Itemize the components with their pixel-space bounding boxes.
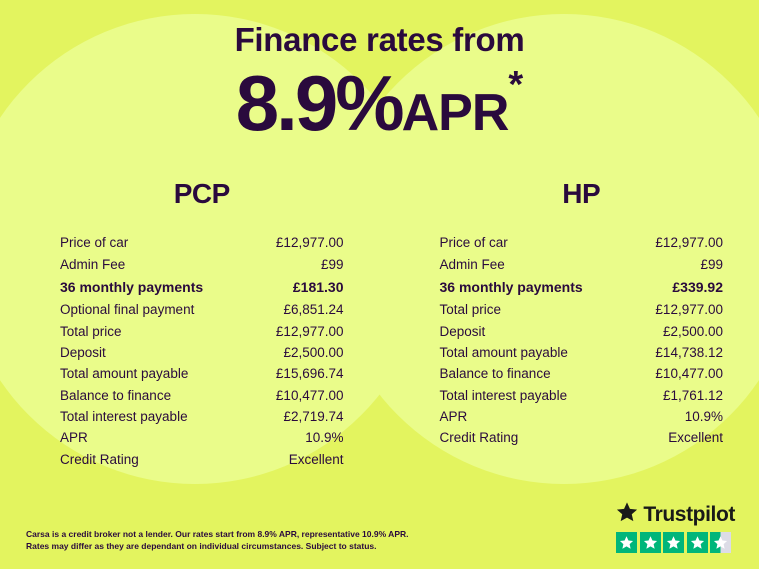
- rating-star-half-icon: [710, 532, 731, 553]
- rate-asterisk: *: [508, 64, 524, 107]
- row-value: £2,719.74: [283, 409, 344, 425]
- table-row: [60, 320, 344, 341]
- row-label: Price of car: [60, 235, 129, 251]
- row-label: Deposit: [60, 344, 106, 360]
- row-label: Total amount payable: [439, 344, 568, 360]
- row-label: Total amount payable: [60, 366, 189, 382]
- table-row: [60, 449, 344, 470]
- row-value: Excellent: [668, 430, 723, 446]
- poster-footer: [0, 501, 759, 553]
- row-value: Excellent: [288, 451, 344, 467]
- page-title: Finance rates from: [234, 21, 525, 58]
- finance-column-hp: [380, 178, 759, 470]
- row-label: Credit Rating: [439, 430, 519, 446]
- row-value: £339.92: [672, 279, 723, 296]
- table-row: [440, 363, 724, 384]
- table-row: [440, 232, 724, 253]
- row-value: £10,477.00: [275, 387, 344, 403]
- row-value: £14,738.12: [655, 344, 723, 360]
- row-label: Admin Fee: [439, 256, 505, 272]
- rating-star-icon: [640, 532, 661, 553]
- row-value: £12,977.00: [655, 235, 723, 251]
- row-value: £2,500.00: [283, 344, 344, 360]
- row-value: £6,851.24: [283, 302, 344, 318]
- row-value: £12,977.00: [275, 323, 344, 339]
- row-value: £15,696.74: [275, 366, 344, 382]
- table-row: [440, 385, 724, 406]
- row-value: 10.9%: [684, 409, 723, 425]
- row-label: Total interest payable: [60, 409, 188, 425]
- row-label: Price of car: [439, 235, 508, 251]
- table-row: [440, 427, 724, 448]
- table-row: [60, 232, 344, 253]
- trustpilot-logo: [616, 501, 735, 528]
- column-title-hp: HP: [562, 178, 601, 210]
- table-row: [60, 275, 344, 299]
- finance-column-pcp: [0, 178, 380, 470]
- row-value: £12,977.00: [275, 235, 344, 251]
- table-row: [440, 342, 724, 363]
- row-label: Total price: [60, 323, 122, 339]
- headline-rate: [0, 59, 759, 148]
- row-label: Total price: [439, 302, 502, 318]
- rating-star-icon: [687, 532, 708, 553]
- row-label: Deposit: [439, 323, 486, 339]
- trustpilot-star-icon: [616, 501, 638, 528]
- row-label: APR: [60, 430, 88, 446]
- row-value: 10.9%: [305, 430, 344, 446]
- row-label: Balance to finance: [439, 366, 551, 382]
- trustpilot-star-rating: [616, 532, 735, 553]
- table-row: [60, 406, 344, 427]
- row-label: Balance to finance: [60, 387, 172, 403]
- rate-number: 8.9%: [235, 59, 402, 148]
- disclaimer-line-2: Rates may differ as they are dependant on individual circumstances. Subject to status.: [26, 541, 377, 552]
- table-row: [60, 342, 344, 363]
- row-label: Credit Rating: [60, 451, 139, 467]
- row-value: £181.30: [292, 279, 344, 296]
- row-label: Optional final payment: [60, 302, 195, 318]
- table-row: [60, 363, 344, 384]
- table-row: [60, 299, 344, 320]
- table-row: [440, 275, 724, 299]
- rating-star-icon: [616, 532, 637, 553]
- trustpilot-rating: [616, 501, 735, 553]
- table-row: [60, 427, 344, 448]
- row-value: £10,477.00: [655, 366, 723, 382]
- row-label: APR: [439, 409, 468, 425]
- rate-apr-label: APR: [401, 84, 509, 143]
- row-value: £12,977.00: [655, 302, 723, 318]
- table-row: [60, 385, 344, 406]
- row-value: £99: [700, 256, 723, 272]
- trustpilot-wordmark: Trustpilot: [643, 502, 735, 526]
- row-value: £2,500.00: [662, 323, 723, 339]
- row-label: Total interest payable: [439, 387, 568, 403]
- table-row: [60, 254, 344, 275]
- row-label: 36 monthly payments: [439, 279, 583, 296]
- disclaimer-text: [26, 528, 409, 554]
- rating-star-icon: [663, 532, 684, 553]
- disclaimer-line-1: Carsa is a credit broker not a lender. Our rates start from 8.9% APR, representative 10.9% APR.: [26, 528, 409, 539]
- row-value: £99: [320, 256, 344, 272]
- finance-columns: [0, 178, 759, 470]
- table-row: [440, 299, 724, 320]
- column-title-pcp: PCP: [173, 178, 230, 210]
- row-label: 36 monthly payments: [60, 279, 204, 296]
- table-row: [440, 254, 724, 275]
- table-row: [440, 320, 724, 341]
- row-value: £1,761.12: [662, 387, 723, 403]
- row-label: Admin Fee: [60, 256, 126, 272]
- table-row: [440, 406, 724, 427]
